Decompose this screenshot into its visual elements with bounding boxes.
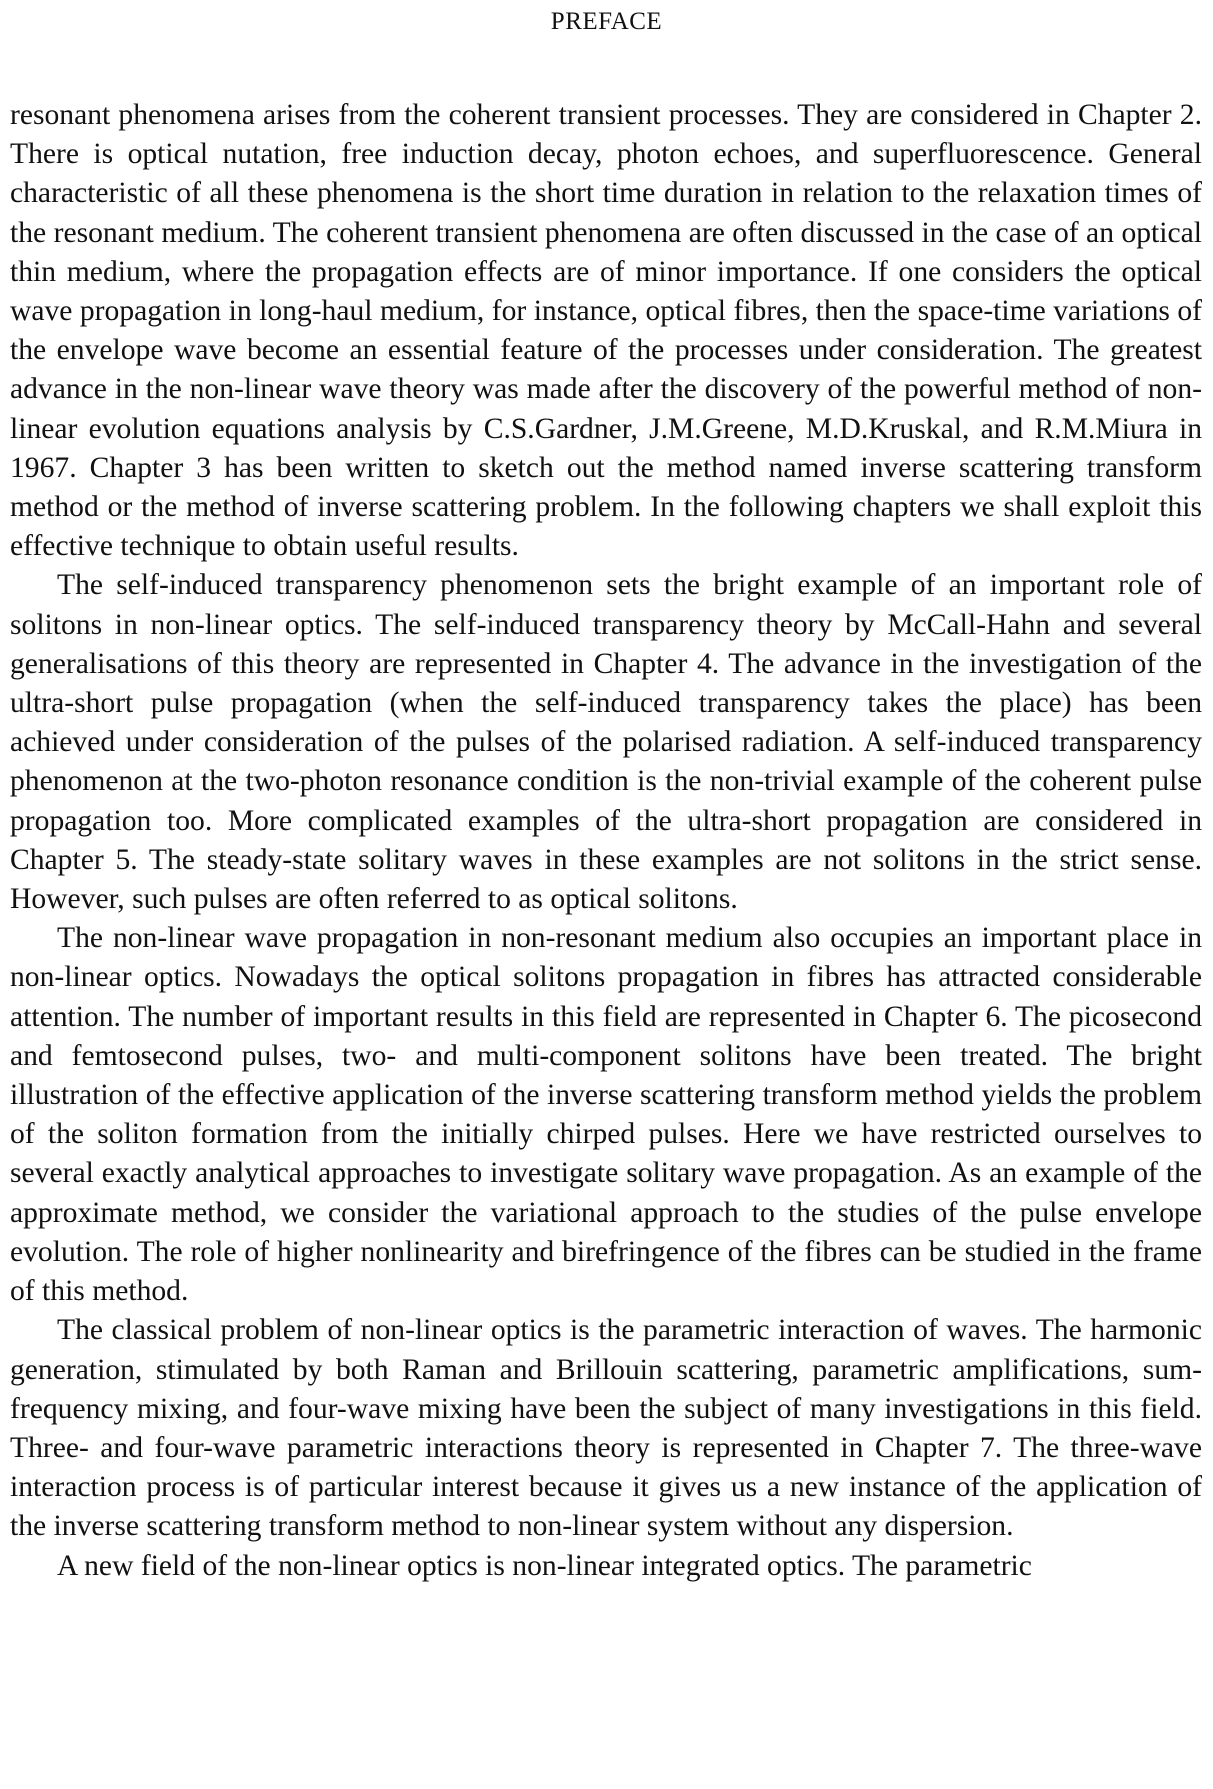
running-title: PREFACE — [550, 8, 663, 35]
paragraph-parametric-interaction: The classical problem of non-linear optics is the parametric interaction of waves. The harmonic generation, stimulated by both Raman and Brillouin scattering, parametric amplifications, sum-frequency mixing, and four-wave mixing have been the subject of many investigations in this field. Three- and four-wave parametric interactions theory is represented in Chapter 7. The three-wave interaction process is of particular interest because it gives us a new instance of the application of the inverse scattering transform method to non-linear system without any dispersion. — [10, 1314, 1202, 1543]
body-text — [10, 96, 1202, 1586]
paragraph-integrated-optics: A new field of the non-linear optics is non-linear integrated optics. The parametric — [57, 1549, 1032, 1582]
paragraph-continued: resonant phenomena arises from the coherent transient processes. They are considered in Chapter 2. There is optical nutation, free induction decay, photon echoes, and superfluorescence. General characteristic of all these phenomena is the short time duration in relation to the relaxation times of the resonant medium. The coherent transient phenomena are often discussed in the case of an optical thin medium, where the propagation effects are of minor importance. If one considers the optical wave propagation in long-haul medium, for instance, optical fibres, then the space-time variations of the envelope wave become an essential feature of the processes under consideration. The greatest advance in the non-linear wave theory was made after the discovery of the powerful method of non-linear evolution equations analysis by C.S.Gardner, J.M.Greene, M.D.Kruskal, and R.M.Miura in 1967. Chapter 3 has been written to sketch out the method named inverse scattering transform method or the method of inverse scattering problem. In the following chapters we shall exploit this effective technique to obtain useful results. — [10, 99, 1202, 563]
paragraph-self-induced-transparency: The self-induced transparency phenomenon sets the bright example of an important role of solitons in non-linear optics. The self-induced transparency theory by McCall-Hahn and several generalisations of this theory are represented in Chapter 4. The advance in the investigation of the ultra-short pulse propagation (when the self-induced transparency takes the place) has been achieved under consideration of the pulses of the polarised radiation. A self-induced transparency phenomenon at the two-photon resonance condition is the non-trivial example of the coherent pulse propagation too. More complicated examples of the ultra-short propagation are considered in Chapter 5. The steady-state solitary waves in these examples are not solitons in the strict sense. However, such pulses are often referred to as optical solitons. — [10, 569, 1202, 916]
paragraph-non-resonant-propagation: The non-linear wave propagation in non-resonant medium also occupies an important place in non-linear optics. Nowadays the optical solitons propagation in fibres has attracted considerable attention. The number of important results in this field are represented in Chapter 6. The picosecond and femtosecond pulses, two- and multi-component solitons have been treated. The bright illustration of the effective application of the inverse scattering transform method yields the problem of the soliton formation from the initially chirped pulses. Here we have restricted ourselves to several exactly analytical approaches to investigate solitary wave propagation. As an example of the approximate method, we consider the variational approach to the studies of the pulse envelope evolution. The role of higher nonlinearity and birefringence of the fibres can be studied in the frame of this method. — [10, 922, 1202, 1308]
